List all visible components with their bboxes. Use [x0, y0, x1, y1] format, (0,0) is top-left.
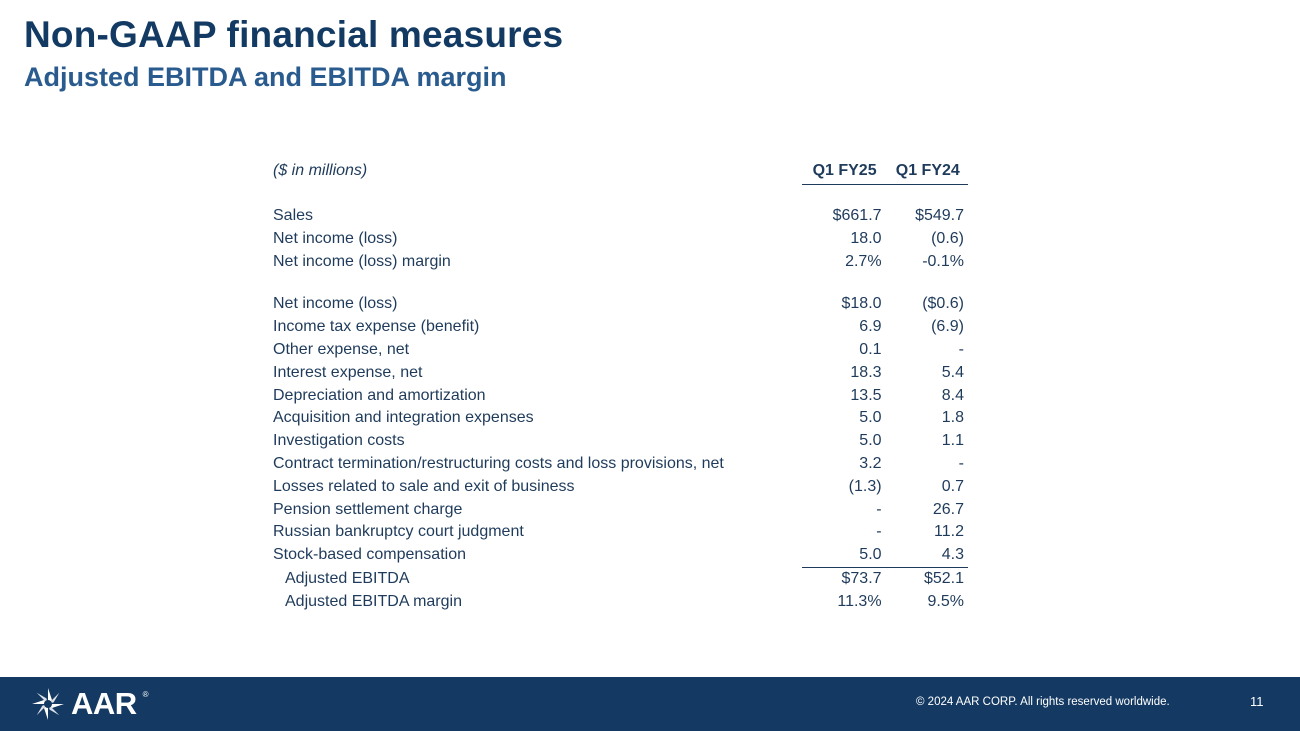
aar-logo: [31, 687, 149, 721]
copyright-notice: © 2024 AAR CORP. All rights reserved worldwide.: [916, 696, 1170, 708]
row-value-q1-fy25: 5.0: [859, 409, 882, 427]
row-label: Losses related to sale and exit of business: [273, 477, 575, 495]
row-value-q1-fy24: -: [958, 454, 964, 472]
column-header-q1-fy24: Q1 FY24: [888, 158, 968, 185]
row-label: Adjusted EBITDA: [285, 569, 410, 587]
slide-title: Non-GAAP financial measures: [24, 14, 564, 55]
column-header-q1-fy25: Q1 FY25: [802, 158, 888, 185]
row-label: Sales: [273, 207, 314, 224]
table-row: [268, 205, 968, 228]
row-value-q1-fy24: 1.1: [941, 432, 964, 450]
table-row: [268, 339, 968, 362]
row-value-q1-fy25: 18.0: [850, 229, 882, 247]
table-row: [268, 453, 968, 476]
row-value-q1-fy25: $661.7: [832, 207, 882, 224]
row-value-q1-fy24: -: [958, 340, 964, 358]
row-label: Stock-based compensation: [273, 546, 466, 564]
row-value-q1-fy25: 5.0: [802, 544, 888, 567]
row-value-q1-fy24: 8.4: [941, 386, 964, 404]
row-value-q1-fy24: 1.8: [941, 409, 964, 427]
row-value-q1-fy24: 5.4: [941, 363, 964, 381]
row-label: Pension settlement charge: [273, 500, 463, 518]
table-header-row: [268, 158, 968, 185]
row-label: Income tax expense (benefit): [273, 318, 480, 336]
table-row: [268, 499, 968, 522]
slide-subtitle: Adjusted EBITDA and EBITDA margin: [24, 62, 507, 92]
row-value-q1-fy24: 4.3: [888, 544, 968, 567]
table-row: [268, 293, 968, 316]
table-row: [268, 251, 968, 274]
row-value-q1-fy24: (0.6): [931, 229, 964, 247]
row-label: Other expense, net: [273, 340, 410, 358]
row-value-q1-fy24: $549.7: [915, 207, 964, 224]
row-value-q1-fy25: $18.0: [841, 295, 882, 313]
row-value-q1-fy25: 18.3: [850, 363, 882, 381]
table-row: [268, 228, 968, 251]
table-row: [268, 521, 968, 544]
row-label: Net income (loss) margin: [273, 252, 451, 270]
unit-label: ($ in millions): [273, 162, 368, 180]
row-label: Contract termination/restructuring costs and loss provisions, net: [273, 454, 724, 472]
row-value-q1-fy25: 11.3%: [837, 592, 882, 610]
row-value-q1-fy24: 26.7: [932, 500, 964, 518]
table-row: [268, 430, 968, 453]
row-label: Investigation costs: [273, 432, 405, 450]
table-row: [268, 362, 968, 385]
row-value-q1-fy24: $52.1: [923, 569, 964, 587]
table-row: [268, 385, 968, 408]
row-label: Interest expense, net: [273, 363, 423, 381]
row-value-q1-fy25: 2.7%: [845, 252, 882, 270]
row-label: Depreciation and amortization: [273, 386, 486, 404]
row-value-q1-fy25: $73.7: [841, 569, 882, 587]
row-value-q1-fy25: 6.9: [859, 318, 882, 336]
row-value-q1-fy25: 0.1: [859, 340, 882, 358]
row-value-q1-fy24: (6.9): [931, 318, 964, 336]
table-row-total: [268, 591, 968, 614]
row-label: Acquisition and integration expenses: [273, 409, 534, 427]
table-row-total: [268, 567, 968, 590]
row-value-q1-fy25: (1.3): [848, 477, 882, 495]
financial-table: [268, 158, 968, 614]
row-value-q1-fy25: -: [876, 523, 882, 541]
table-row: [268, 407, 968, 430]
table-row: [268, 476, 968, 499]
table-spacer: [268, 185, 968, 206]
row-value-q1-fy25: 3.2: [859, 454, 882, 472]
table-spacer: [268, 273, 968, 293]
row-value-q1-fy25: 5.0: [859, 432, 882, 450]
row-label: Net income (loss): [273, 295, 398, 313]
row-value-q1-fy24: ($0.6): [922, 295, 964, 313]
page-number: 11: [1250, 694, 1264, 709]
logo-wordmark: AAR: [71, 686, 137, 721]
row-value-q1-fy24: 11.2: [934, 523, 964, 541]
table-row: [268, 544, 968, 567]
row-value-q1-fy24: -0.1%: [922, 252, 964, 270]
row-value-q1-fy25: 13.5: [850, 386, 882, 404]
row-value-q1-fy24: 9.5%: [927, 592, 964, 610]
registered-mark: ®: [142, 689, 149, 699]
row-label: Russian bankruptcy court judgment: [273, 523, 524, 541]
table-row: [268, 316, 968, 339]
row-label: Adjusted EBITDA margin: [285, 592, 462, 610]
row-label: Net income (loss): [273, 229, 398, 247]
footer-bar: [0, 677, 1300, 731]
row-value-q1-fy24: 0.7: [941, 477, 964, 495]
aar-star-icon: [31, 687, 65, 721]
row-value-q1-fy25: -: [876, 500, 882, 518]
